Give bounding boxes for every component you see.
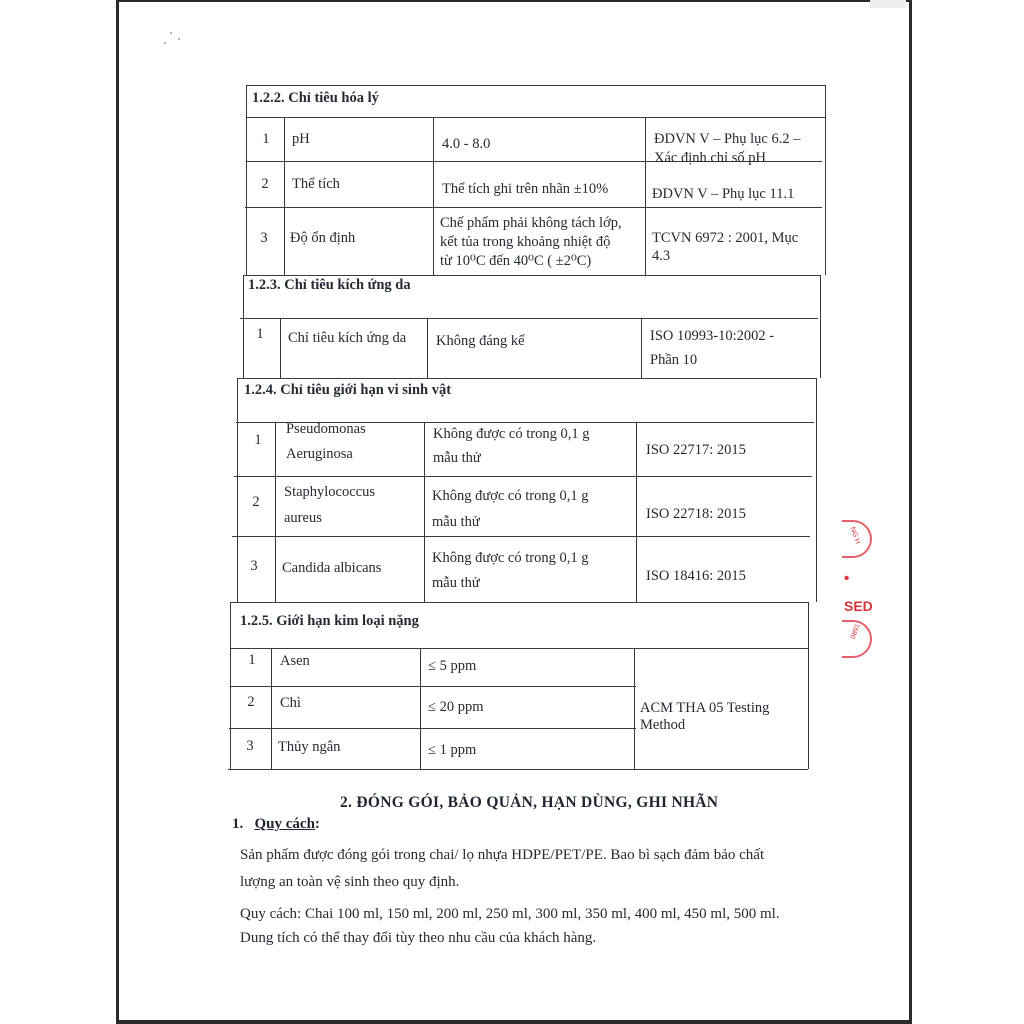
test-method: Xác định chỉ số pH bbox=[654, 150, 766, 166]
test-method: ISO 10993-10:2002 - bbox=[650, 328, 775, 344]
criterion-spec: mẫu thử bbox=[432, 575, 480, 591]
row-number: 3 bbox=[250, 558, 258, 574]
test-method: Method bbox=[640, 717, 686, 733]
stamp-text: NG H bbox=[848, 526, 862, 545]
row-number: 1 bbox=[254, 432, 262, 448]
row-number: 1 bbox=[248, 652, 256, 668]
test-method: Phần 10 bbox=[650, 352, 698, 368]
criterion-name: aureus bbox=[284, 510, 322, 526]
red-stamp-fragment: NG H • SED 0891 bbox=[842, 520, 872, 660]
criterion-name: Thủy ngân bbox=[278, 739, 341, 755]
criterion-spec: mẫu thử bbox=[432, 514, 480, 530]
row-number: 2 bbox=[247, 694, 255, 710]
criterion-name: Staphylococcus bbox=[284, 484, 376, 500]
criterion-spec: 4.0 - 8.0 bbox=[442, 136, 491, 152]
subsection-heading bbox=[232, 816, 320, 833]
criterion-name: Asen bbox=[280, 653, 310, 669]
test-method: TCVN 6972 : 2001, Mục bbox=[652, 230, 799, 246]
criterion-name: Thể tích bbox=[292, 176, 340, 192]
section-title: 1.2.3. Chỉ tiêu kích ứng da bbox=[248, 277, 411, 293]
criterion-name: Chì bbox=[280, 695, 301, 711]
criterion-spec: Không được có trong 0,1 g bbox=[433, 426, 590, 442]
row-number: 3 bbox=[246, 738, 254, 754]
criterion-name: Pseudomonas bbox=[286, 421, 366, 437]
subsection-title: Quy cách bbox=[254, 816, 315, 832]
stamp-text: 0891 bbox=[849, 622, 862, 641]
criterion-spec: Thể tích ghi trên nhãn ±10% bbox=[442, 181, 609, 197]
criterion-name: Candida albicans bbox=[282, 560, 382, 576]
test-method: ACM THA 05 Testing bbox=[640, 700, 770, 716]
criterion-spec: Không đáng kể bbox=[436, 333, 525, 349]
test-method: ĐDVN V – Phụ lục 11.1 bbox=[652, 186, 795, 202]
criterion-spec: ≤ 20 ppm bbox=[428, 699, 484, 715]
paragraph-line: Dung tích có thể thay đổi tùy theo nhu cầu của khách hàng. bbox=[240, 930, 597, 946]
section-2-heading: 2. ĐÓNG GÓI, BẢO QUẢN, HẠN DÙNG, GHI NHÃN bbox=[340, 794, 719, 811]
criterion-name: pH bbox=[292, 131, 310, 147]
test-method: ĐDVN V – Phụ lục 6.2 – bbox=[654, 131, 801, 147]
row-number: 2 bbox=[261, 176, 269, 192]
criterion-spec: Không được có trong 0,1 g bbox=[432, 488, 589, 504]
subsection-colon: : bbox=[314, 816, 320, 832]
criterion-name: Độ ổn định bbox=[290, 230, 356, 246]
criterion-spec: Chế phẩm phải không tách lớp, bbox=[440, 215, 622, 231]
criterion-spec: từ 10⁰C đến 40⁰C ( ±2⁰C) bbox=[440, 253, 592, 269]
criterion-spec: Không được có trong 0,1 g bbox=[432, 550, 589, 566]
criterion-name: Chỉ tiêu kích ứng da bbox=[288, 330, 407, 346]
row-number: 3 bbox=[260, 230, 268, 246]
criterion-spec: ≤ 5 ppm bbox=[428, 658, 477, 674]
section-title: 1.2.2. Chỉ tiêu hóa lý bbox=[252, 90, 379, 106]
paragraph-line: lượng an toàn vệ sinh theo quy định. bbox=[240, 874, 460, 890]
test-method: ISO 22717: 2015 bbox=[646, 442, 746, 458]
paragraph-line: Quy cách: Chai 100 ml, 150 ml, 200 ml, 250 ml, 300 ml, 350 ml, 400 ml, 450 ml, 500 ml. bbox=[240, 906, 780, 922]
section-title: 1.2.5. Giới hạn kim loại nặng bbox=[240, 613, 419, 629]
criterion-spec: ≤ 1 ppm bbox=[428, 742, 477, 758]
test-method: 4.3 bbox=[652, 248, 671, 264]
criterion-spec: mẫu thử bbox=[433, 450, 481, 466]
test-method: ISO 22718: 2015 bbox=[646, 506, 746, 522]
scanned-page bbox=[116, 0, 912, 1024]
scan-specks bbox=[160, 28, 190, 48]
row-number: 1 bbox=[256, 326, 264, 342]
test-method: ISO 18416: 2015 bbox=[646, 568, 746, 584]
section-title: 1.2.4. Chỉ tiêu giới hạn vi sinh vật bbox=[244, 382, 452, 398]
subsection-number: 1. bbox=[232, 816, 244, 832]
row-number: 2 bbox=[252, 494, 260, 510]
row-number: 1 bbox=[262, 131, 270, 147]
criterion-name: Aeruginosa bbox=[286, 446, 353, 462]
stamp-text: SED bbox=[844, 598, 873, 614]
criterion-spec: kết tủa trong khoảng nhiệt độ bbox=[440, 234, 611, 250]
paragraph-line: Sản phẩm được đóng gói trong chai/ lọ nhựa HDPE/PET/PE. Bao bì sạch đảm bảo chất bbox=[240, 847, 765, 863]
scan-edge bbox=[870, 0, 906, 8]
